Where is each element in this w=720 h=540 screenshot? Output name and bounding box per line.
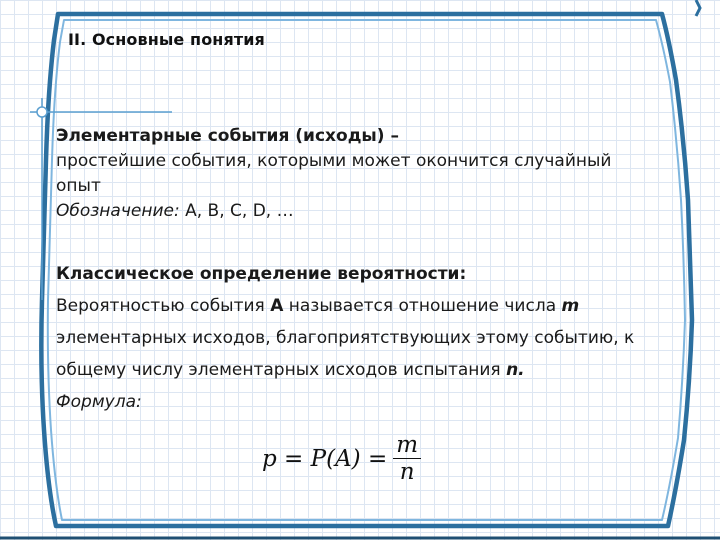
elementary-events-definition-line1: простейшие события, которыми может окончится случайный [56, 151, 612, 171]
slide-content [56, 124, 688, 418]
classical-definition-block [56, 258, 688, 418]
definition-text-part3: элементарных исходов, благоприятствующих этому событию, к общему числу элементарных исходов испытания [56, 328, 635, 380]
event-a: A [270, 296, 284, 316]
notation-label: Обозначение: [56, 201, 180, 221]
elementary-events-heading: Элементарные события (исходы) – [56, 126, 399, 146]
variable-m: m [561, 296, 580, 316]
notation-line [56, 199, 688, 224]
definition-text-part2: называется отношение числа [283, 296, 562, 316]
definition-text-part1: Вероятностью события [56, 296, 271, 316]
elementary-events-block [56, 124, 688, 224]
formula-fraction [393, 432, 421, 485]
elementary-events-definition-line2: опыт [56, 176, 101, 196]
formula-denominator: n [399, 459, 415, 485]
variable-n: n. [506, 360, 525, 380]
probability-formula [262, 432, 421, 485]
classical-definition-text [56, 290, 688, 386]
notation-values: A, B, C, D, … [185, 201, 294, 221]
slide-title: II. Основные понятия [68, 30, 265, 49]
formula-lhs-text: p = P(A) = [262, 445, 388, 472]
formula-numerator: m [396, 432, 419, 458]
formula-label: Формула: [56, 392, 142, 412]
formula-lhs [262, 446, 387, 472]
classical-definition-heading: Классическое определение вероятности: [56, 264, 467, 284]
